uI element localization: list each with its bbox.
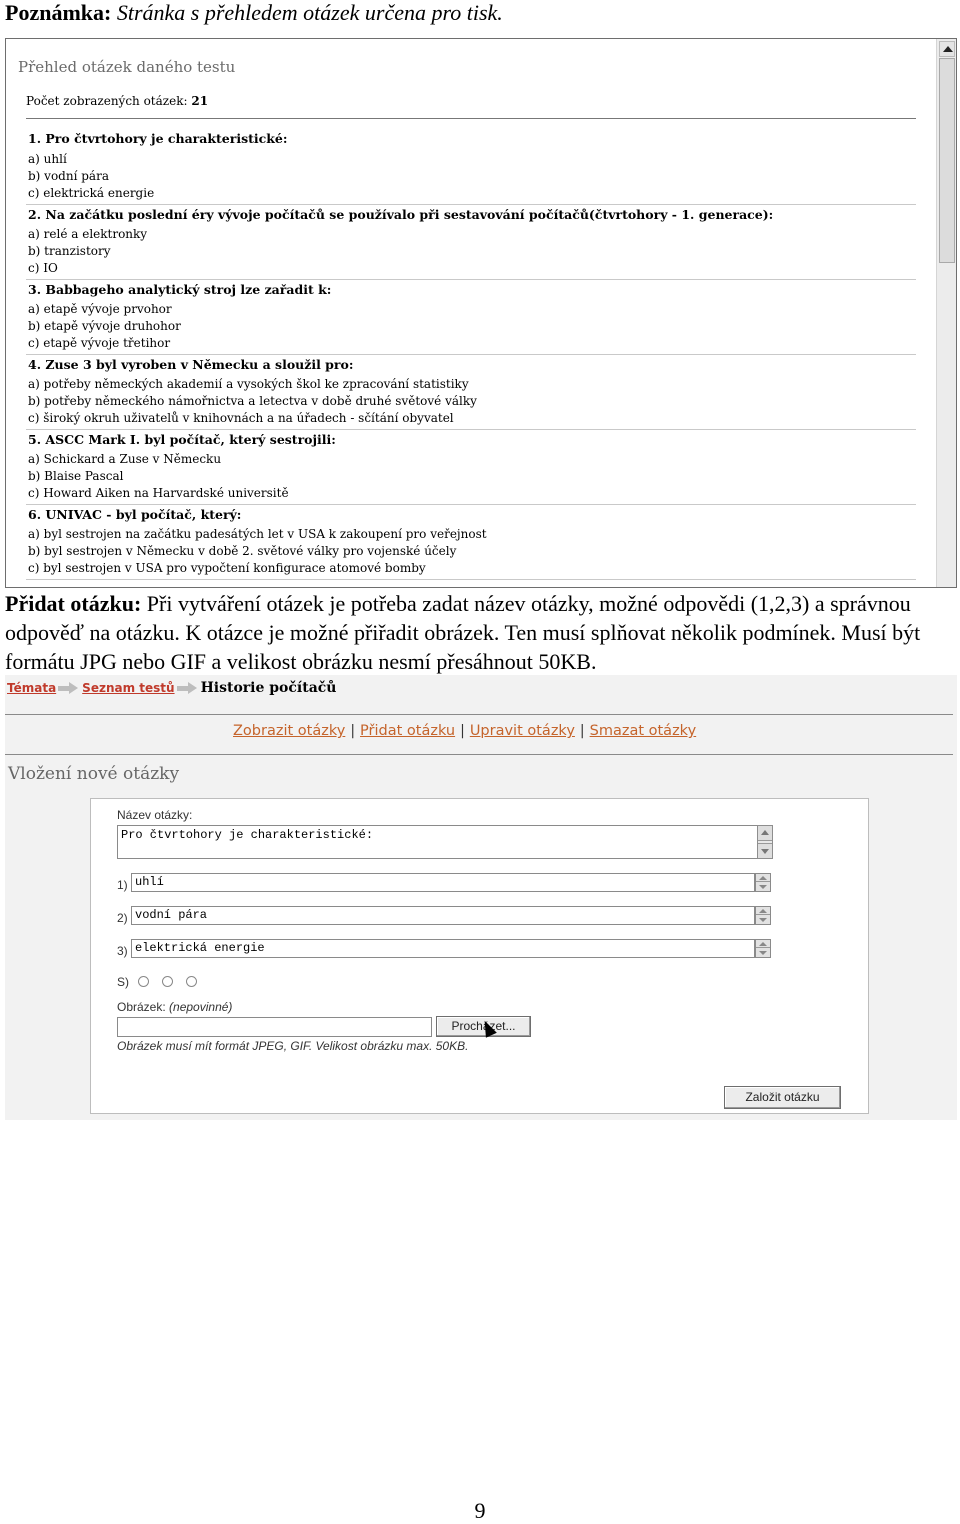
scroll-up-arrow-icon[interactable]	[758, 826, 772, 841]
divider	[26, 118, 916, 119]
question-count-label: Počet zobrazených otázek:	[26, 94, 188, 108]
overview-title: Přehled otázek daného testu	[18, 58, 236, 76]
menu-separator: |	[350, 723, 356, 739]
image-requirements-note: Obrázek musí mít formát JPEG, GIF. Velikost obrázku max. 50KB.	[117, 1039, 469, 1053]
action-menu	[233, 723, 696, 739]
question-6-text: 6. UNIVAC - byl počítač, který:	[28, 507, 242, 522]
question-2-answer-c: c) IO	[28, 261, 58, 275]
scroll-down-arrow-icon[interactable]	[758, 843, 772, 858]
arrow-right-icon	[58, 682, 80, 694]
vertical-scrollbar[interactable]	[936, 39, 956, 588]
overview-content	[6, 39, 936, 588]
answer-2-label: 2)	[117, 911, 128, 925]
menu-separator: |	[460, 723, 465, 739]
question-name-label: Název otázky:	[117, 808, 193, 822]
note-line	[5, 0, 503, 27]
spin-down-icon[interactable]	[756, 883, 770, 891]
question-5-text: 5. ASCC Mark I. byl počítač, který sestrojili:	[28, 432, 336, 447]
divider	[5, 754, 953, 755]
question-4-answer-b: b) potřeby německého námořnictva a letectva v době druhé světové války	[28, 394, 477, 408]
create-question-button[interactable]: Založit otázku	[724, 1086, 841, 1109]
note-text: Stránka s přehledem otázek určena pro tisk.	[116, 0, 503, 25]
paragraph-label: Přidat otázku:	[5, 591, 142, 616]
page-number: 9	[474, 1498, 486, 1523]
add-question-screenshot	[5, 675, 957, 1120]
answer-2-input[interactable]: vodní pára	[131, 906, 755, 925]
divider	[26, 579, 916, 580]
image-file-input[interactable]	[117, 1017, 432, 1037]
question-6-answer-a: a) byl sestrojen na začátku padesátých let v USA k zakoupení pro veřejnost	[28, 527, 487, 541]
answer-3-label: 3)	[117, 944, 128, 958]
breadcrumb-current: Historie počítačů	[200, 680, 337, 696]
question-form	[90, 798, 869, 1114]
overview-screenshot	[5, 38, 957, 588]
answer-1-label: 1)	[117, 878, 128, 892]
arrow-right-icon	[177, 682, 199, 694]
textarea-scrollbar[interactable]	[757, 825, 773, 859]
question-6-answer-c: c) byl sestrojen v USA pro vypočtení konfigurace atomové bomby	[28, 561, 426, 575]
question-1-text: 1. Pro čtvrtohory je charakteristické:	[28, 131, 288, 146]
breadcrumb	[7, 680, 336, 696]
image-label: Obrázek:	[117, 1000, 166, 1014]
question-3-answer-c: c) etapě vývoje třetihor	[28, 336, 171, 350]
spin-up-icon[interactable]	[756, 940, 770, 948]
question-2-answer-b: b) tranzistory	[28, 244, 111, 258]
question-count-value: 21	[191, 94, 209, 108]
question-3-text: 3. Babbageho analytický stroj lze zařadit k:	[28, 282, 332, 297]
menu-show-questions[interactable]: Zobrazit otázky	[233, 723, 346, 739]
question-3-answer-b: b) etapě vývoje druhohor	[28, 319, 181, 333]
question-4-answer-c: c) široký okruh uživatelů v knihovnách a na úřadech - sčítání obyvatel	[28, 411, 454, 425]
question-1-answer-c: c) elektrická energie	[28, 186, 155, 200]
divider	[26, 354, 916, 355]
question-2-answer-a: a) relé a elektronky	[28, 227, 148, 241]
menu-separator: |	[579, 723, 585, 739]
add-question-paragraph	[5, 589, 955, 676]
divider	[26, 204, 916, 205]
answer-1-input[interactable]: uhlí	[131, 873, 755, 892]
scroll-up-arrow-icon[interactable]	[939, 41, 955, 57]
correct-answer-label: S)	[117, 975, 129, 989]
question-3-answer-a: a) etapě vývoje prvohor	[28, 302, 172, 316]
spin-up-icon[interactable]	[756, 874, 770, 882]
image-optional-note: (nepovinné)	[169, 1000, 233, 1014]
note-label: Poznámka:	[5, 0, 112, 25]
question-5-answer-a: a) Schickard a Zuse v Německu	[28, 452, 222, 466]
menu-add-question[interactable]: Přidat otázku	[360, 723, 456, 739]
divider	[5, 714, 953, 715]
question-1-answer-b: b) vodní pára	[28, 169, 109, 183]
question-2-text: 2. Na začátku poslední éry vývoje počítačů se používalo při sestavování počítačů(čtvrtohory - 1. generace):	[28, 207, 774, 222]
question-5-answer-c: c) Howard Aiken na Harvardské universitě	[28, 486, 289, 500]
menu-edit-questions[interactable]: Upravit otázky	[469, 723, 575, 739]
breadcrumb-link-tests[interactable]: Seznam testů	[82, 681, 175, 695]
divider	[26, 504, 916, 505]
answer-3-spinner[interactable]	[755, 939, 771, 958]
correct-answer-radio-3[interactable]	[186, 976, 197, 987]
question-4-text: 4. Zuse 3 byl vyroben v Německu a sloužil pro:	[28, 357, 354, 372]
spin-down-icon[interactable]	[756, 916, 770, 924]
menu-delete-questions[interactable]: Smazat otázky	[589, 723, 697, 739]
question-name-textarea[interactable]: Pro čtvrtohory je charakteristické:	[117, 825, 757, 859]
answer-1-spinner[interactable]	[755, 873, 771, 892]
form-title: Vložení nové otázky	[8, 764, 180, 784]
breadcrumb-link-topics[interactable]: Témata	[7, 681, 57, 695]
browse-button[interactable]: Procházet...	[436, 1016, 531, 1037]
scroll-thumb[interactable]	[939, 58, 955, 263]
question-5-answer-b: b) Blaise Pascal	[28, 469, 124, 483]
correct-answer-radio-1[interactable]	[138, 976, 149, 987]
question-count	[26, 94, 208, 108]
paragraph-text: Při vytváření otázek je potřeba zadat název otázky, možné odpovědi (1,2,3) a správnou odpověď na otázku. K otázce je možné přiřadit obrázek. Ten musí splňovat několik podmínek. Musí být formátu JPG nebo GIF a velikost obrázku nesmí přesáhnout 50KB.	[5, 591, 921, 674]
correct-answer-radio-2[interactable]	[162, 976, 173, 987]
answer-3-input[interactable]: elektrická energie	[131, 939, 755, 958]
spin-down-icon[interactable]	[756, 949, 770, 957]
question-4-answer-a: a) potřeby německých akademií a vysokých škol ke zpracování statistiky	[28, 377, 469, 391]
question-1-answer-a: a) uhlí	[28, 152, 67, 166]
answer-2-spinner[interactable]	[755, 906, 771, 925]
divider	[26, 279, 916, 280]
spin-up-icon[interactable]	[756, 907, 770, 915]
question-6-answer-b: b) byl sestrojen v Německu v době 2. světové války pro vojenské účely	[28, 544, 457, 558]
divider	[26, 429, 916, 430]
image-label-row	[117, 1000, 232, 1014]
